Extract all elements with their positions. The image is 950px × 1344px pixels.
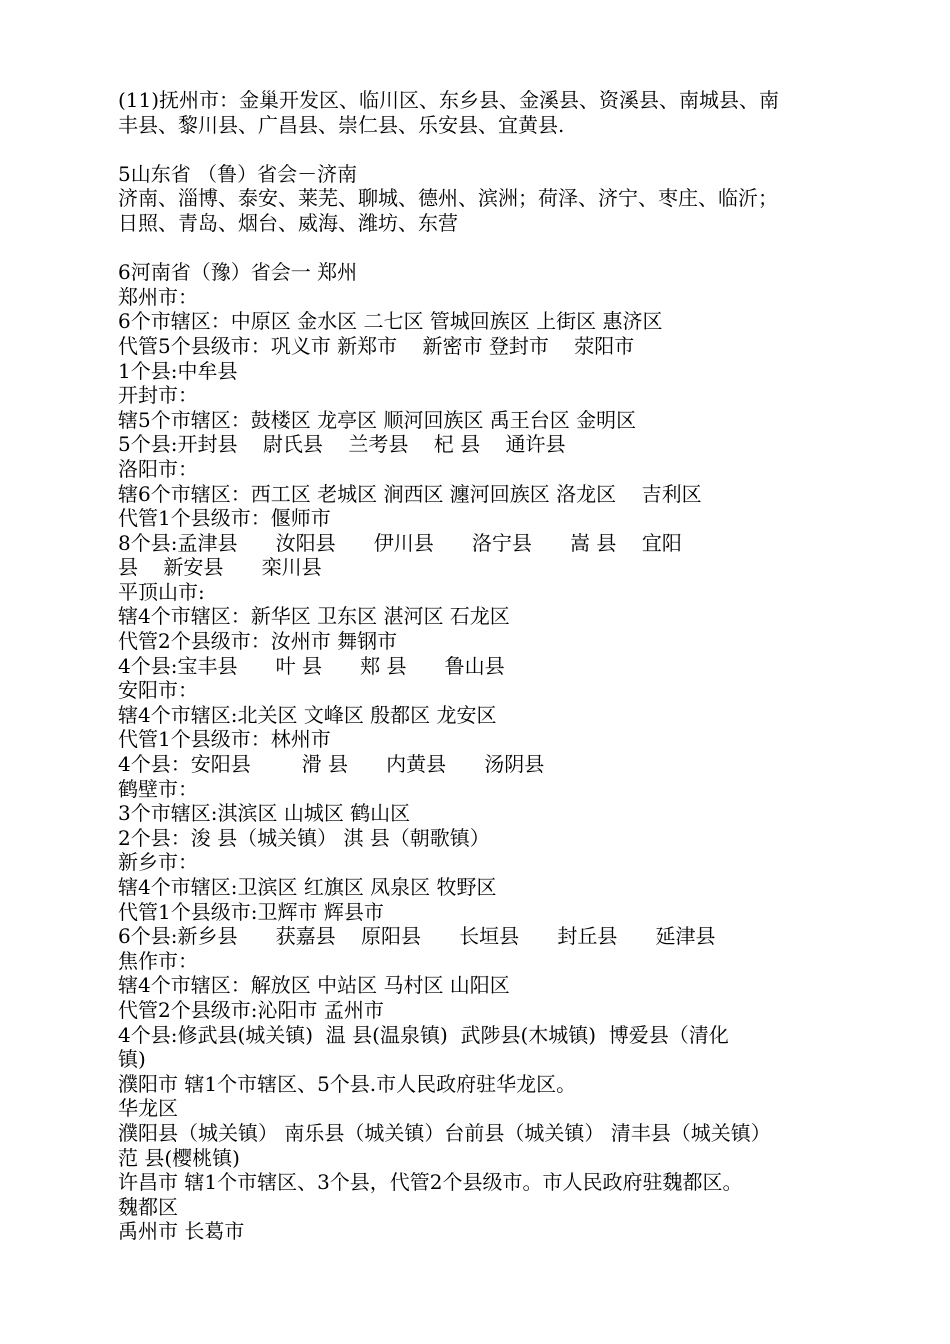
text-line: 5个县:开封县 尉氏县 兰考县 杞 县 通许县 — [118, 432, 566, 457]
text-line: 许昌市 辖1个市辖区、3个县，代管2个县级市。市人民政府驻魏都区。 — [118, 1170, 743, 1195]
text-line: 辖6个市辖区：西工区 老城区 涧西区 瀍河回族区 洛龙区 吉利区 — [118, 481, 702, 506]
city-heading: 洛阳市： — [118, 456, 198, 481]
text-line: 4个县:宝丰县 叶 县 郏 县 鲁山县 — [118, 653, 505, 678]
text-line: 8个县:孟津县 汝阳县 伊川县 洛宁县 嵩 县 宜阳 — [118, 530, 682, 555]
text-line: (11)抚州市：金巢开发区、临川区、东乡县、金溪县、资溪县、南城县、南 — [118, 88, 780, 112]
blank-line — [118, 137, 863, 162]
text-line: 丰县、黎川县、广昌县、崇仁县、乐安县、宜黄县. — [118, 112, 565, 137]
text-line: 济南、淄博、泰安、莱芜、聊城、德州、滨洲；荷泽、济宁、枣庄、临沂； — [118, 186, 778, 211]
text-line: 代管5个县级市：巩义市 新郑市 新密市 登封市 荥阳市 — [118, 333, 635, 358]
text-line: 代管1个县级市：林州市 — [118, 727, 331, 752]
text-line: 华龙区 — [118, 1096, 178, 1121]
text-line: 濮阳县（城关镇） 南乐县（城关镇）台前县（城关镇） 清丰县（城关镇） — [118, 1120, 771, 1145]
city-heading: 开封市： — [118, 383, 198, 408]
text-line: 代管2个县级市:沁阳市 孟州市 — [118, 997, 384, 1022]
text-line: 辖5个市辖区：鼓楼区 龙亭区 顺河回族区 禹王台区 金明区 — [118, 407, 637, 432]
text-line: 县 新安县 栾川县 — [118, 555, 322, 580]
text-line: 6个县:新乡县 获嘉县 原阳县 长垣县 封丘县 延津县 — [118, 924, 716, 949]
city-heading: 安阳市： — [118, 678, 198, 703]
text-line: 镇) — [118, 1047, 146, 1072]
city-heading: 鹤壁市： — [118, 776, 198, 801]
blank-line — [118, 236, 863, 261]
text-line: 2个县：浚 县（城关镇） 淇 县（朝歌镇） — [118, 825, 490, 850]
text-line: 代管1个县级市：偃师市 — [118, 506, 331, 531]
text-line: 日照、青岛、烟台、威海、潍坊、东营 — [118, 210, 458, 235]
city-heading: 焦作市： — [118, 948, 198, 973]
text-line: 代管1个县级市:卫辉市 辉县市 — [118, 899, 384, 924]
section-heading-shandong: 5山东省 （鲁）省会－济南 — [118, 161, 358, 186]
text-line: 4个县:修武县(城关镇) 温 县(温泉镇) 武陟县(木城镇) 博爱县（清化 — [118, 1022, 729, 1047]
text-line: 范 县(樱桃镇) — [118, 1145, 240, 1170]
text-line: 辖4个市辖区：新华区 卫东区 湛河区 石龙区 — [118, 604, 510, 629]
text-line: 1个县:中牟县 — [118, 358, 238, 383]
text-line: 辖4个市辖区:卫滨区 红旗区 凤泉区 牧野区 — [118, 875, 497, 899]
text-line: 辖4个市辖区：解放区 中站区 马村区 山阳区 — [118, 973, 510, 998]
text-line: 辖4个市辖区:北关区 文峰区 殷都区 龙安区 — [118, 702, 497, 727]
text-line: 6个市辖区：中原区 金水区 二七区 管城回族区 上街区 惠济区 — [118, 309, 663, 334]
document-page — [118, 88, 863, 1244]
text-line: 魏都区 — [118, 1194, 178, 1219]
city-heading: 郑州市： — [118, 284, 198, 309]
text-line: 3个市辖区:淇滨区 山城区 鹤山区 — [118, 801, 411, 826]
text-line: 濮阳市 辖1个市辖区、5个县.市人民政府驻华龙区。 — [118, 1071, 577, 1096]
text-line: 4个县：安阳县 滑 县 内黄县 汤阴县 — [118, 752, 545, 777]
city-heading: 新乡市： — [118, 850, 198, 875]
text-line: 代管2个县级市：汝州市 舞钢市 — [118, 629, 398, 654]
section-heading-henan: 6河南省（豫）省会一 郑州 — [118, 260, 358, 285]
city-heading: 平顶山市: — [118, 579, 205, 604]
text-line: 禹州市 长葛市 — [118, 1219, 245, 1244]
